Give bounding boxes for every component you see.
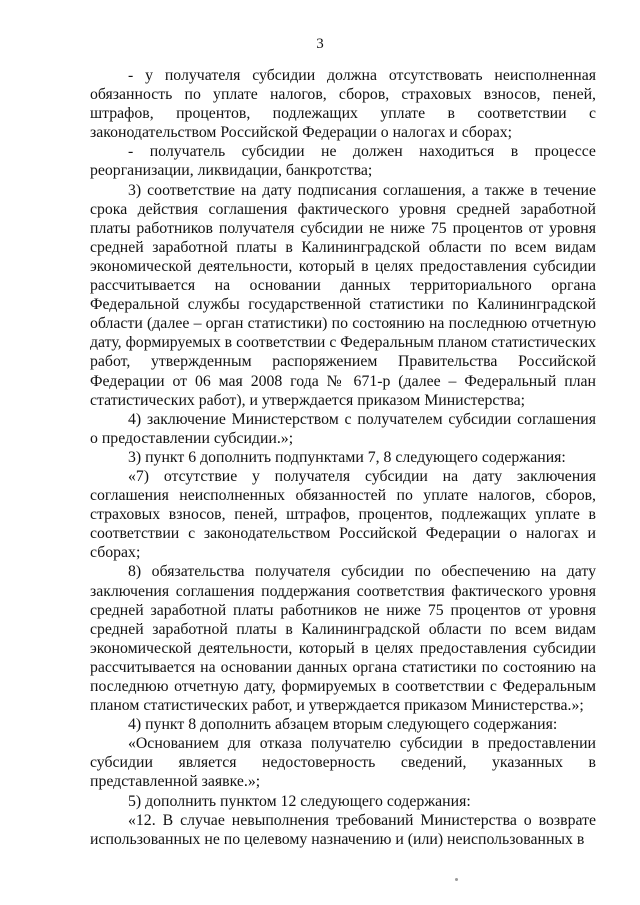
page-number: 3: [316, 36, 324, 52]
paragraph-amendment-point-6: 3) пункт 6 дополнить подпунктами 7, 8 следующего содержания:: [128, 448, 566, 466]
paragraph-no-reorganization-line-2: реорганизации, ликвидации, банкротства;: [90, 162, 373, 180]
paragraph-amendment-point-8: 4) пункт 8 дополнить абзацем вторым следующего содержания:: [128, 716, 558, 734]
paragraph-no-reorganization-line-1: - получатель субсидии не должен находиться в процессе: [128, 143, 596, 161]
paragraph-salary-level-requirement: 3) соответствие на дату подписания соглашения, а также в течение срока действия соглашения фактического уровня средней заработной платы работников получателя субсидии не ниже 75 процентов от уровня средней заработной платы в Калининградской области по всем видам экономической деятельности, который в целях предоставления субсидии рассчитывается на основании данных территориального органа Федеральной службы государственной статистики по Калининградской области (далее – орган статистики) по состоянию на последнюю отчетную дату, формируемых в соответствии с Федеральным планом статистических работ, утвержденным распоряжением Правительства Российской Федерации от 06 мая 2008 года № 671-р (далее – Федеральный план статистических работ), и утверждается приказом Министерства;: [90, 181, 596, 409]
paragraph-amendment-point-12: 5) дополнить пунктом 12 следующего содержания:: [128, 792, 471, 810]
scan-speck: [455, 878, 458, 881]
paragraph-subpoint-8: 8) обязательства получателя субсидии по обеспечению на дату заключения соглашения поддержания соответствия фактического уровня средней заработной платы работников не ниже 75 процентов от уровня средней заработной платы в Калининградской области по всем видам экономической деятельности, который в целях предоставления субсидии рассчитывается на основании данных органа статистики по состоянию на последнюю отчетную дату, формируемых в соответствии с Федеральным планом статистических работ, и утверждается приказом Министерства.»;: [90, 563, 596, 715]
paragraph-point-12-text: «12. В случае невыполнения требований Министерства о возврате использованных не по целевому назначению и (или) неиспользованных в: [90, 811, 596, 848]
paragraph-no-debts-requirement: - у получателя субсидии должна отсутствовать неисполненная обязанность по уплате налогов, сборов, страховых взносов, пеней, штрафов, процентов, подлежащих уплате в соответствии с законодательством Российской Федерации о налогах и сборах;: [90, 67, 596, 142]
paragraph-no-reorganization: [90, 142, 596, 180]
paragraph-refusal-grounds: «Основанием для отказа получателю субсидии в предоставлении субсидии является недостоверность сведений, указанных в представленной заявке.»;: [90, 735, 596, 791]
paragraph-agreement-conclusion: 4) заключение Министерством с получателем субсидии соглашения о предоставлении субсидии.»;: [90, 410, 596, 447]
document-body: [90, 66, 596, 849]
paragraph-subpoint-7: «7) отсутствие у получателя субсидии на дату заключения соглашения неисполненных обязанностей по уплате налогов, сборов, страховых взносов, пеней, штрафов, процентов, подлежащих уплате в соответствии с законодательством Российской Федерации о налогах и сборах;: [90, 467, 596, 562]
